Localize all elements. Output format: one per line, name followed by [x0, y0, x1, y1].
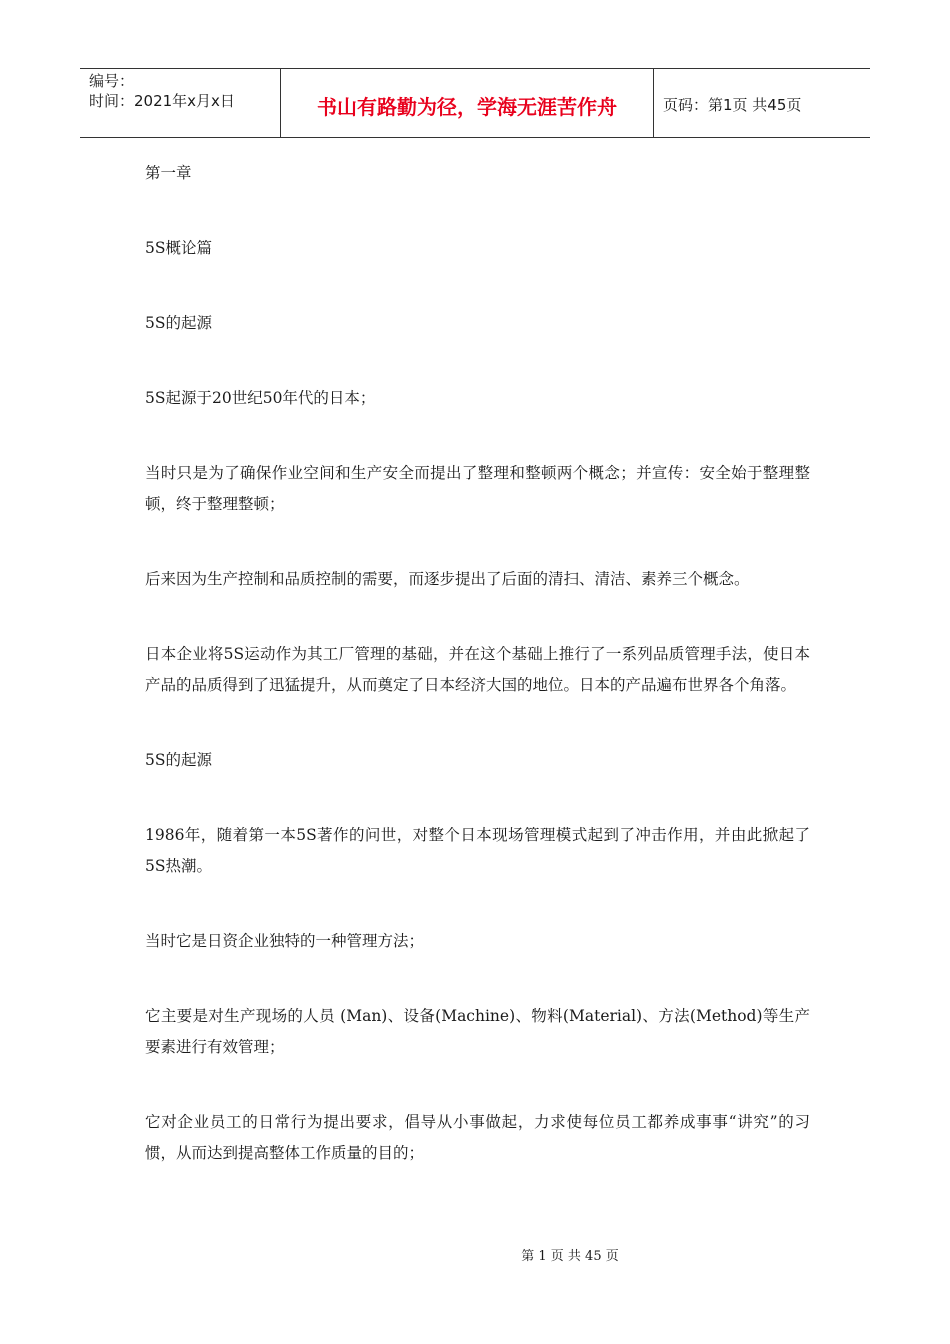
body-paragraph: 当时它是日资企业独特的一种管理方法； [145, 932, 425, 950]
body-paragraph: 当时只是为了确保作业空间和生产安全而提出了整理和整顿两个概念；并宣传：安全始于整理整顿，终于整理整顿； [145, 464, 810, 513]
document-date: 时间：2021年x月x日 [89, 92, 235, 110]
header-meta-cell [80, 69, 281, 137]
document-header [80, 68, 870, 138]
document-body [145, 158, 810, 1213]
subsection-title: 5S的起源 [145, 314, 212, 332]
body-paragraph: 日本企业将5S运动作为其工厂管理的基础，并在这个基础上推行了一系列品质管理手法，使日本产品的品质得到了迅猛提升，从而奠定了日本经济大国的地位。日本的产品遍布世界各个角落。 [145, 645, 810, 694]
header-page-info: 页码：第1页 共45页 [663, 95, 802, 114]
body-paragraph: 它对企业员工的日常行为提出要求，倡导从小事做起，力求使每位员工都养成事事“讲究”的习惯，从而达到提高整体工作质量的目的； [145, 1113, 810, 1162]
chapter-heading: 第一章 [145, 164, 192, 182]
document-number-label: 编号： [89, 72, 135, 90]
body-paragraph: 后来因为生产控制和品质控制的需要，而逐步提出了后面的清扫、清洁、素养三个概念。 [145, 570, 750, 588]
header-motto: 书山有路勤为径，学海无涯苦作舟 [281, 69, 654, 137]
page-footer [0, 1245, 950, 1264]
section-title: 5S概论篇 [145, 239, 212, 257]
subsection-title: 5S的起源 [145, 751, 212, 769]
body-paragraph: 5S起源于20世纪50年代的日本； [145, 389, 376, 407]
body-paragraph: 它主要是对生产现场的人员 (Man)、设备(Machine)、物料(Material)、方法(Method)等生产要素进行有效管理； [145, 1007, 810, 1056]
body-paragraph: 1986年，随着第一本5S著作的问世，对整个日本现场管理模式起到了冲击作用，并由此掀起了5S热潮。 [145, 826, 810, 875]
footer-page-number: 第 1 页 共 45 页 [521, 1249, 619, 1264]
